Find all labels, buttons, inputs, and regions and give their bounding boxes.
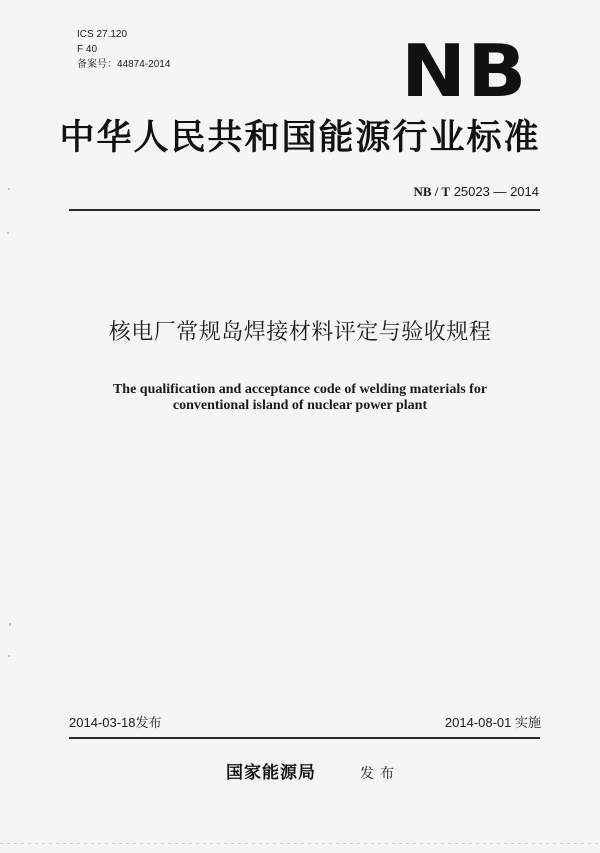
effective-date: 2014-08-01 实施 — [444, 715, 541, 730]
bottom-divider — [69, 737, 540, 739]
document-title-chinese: 核电厂常规岛焊接材料评定与验收规程 — [108, 320, 492, 345]
scan-speck — [7, 232, 9, 234]
standard-code — [413, 184, 539, 200]
scan-speck — [8, 655, 10, 657]
standard-code-number: 25023 — 2014 — [453, 184, 539, 199]
standard-category-title: 中华人民共和国能源行业标准 — [59, 117, 541, 158]
issue-label: 发布 — [360, 766, 400, 782]
issuing-authority: 国家能源局 — [226, 763, 316, 783]
scan-speck — [9, 623, 11, 626]
ccs-code: F 40 — [77, 44, 98, 55]
document-title-english-line-2: conventional island of nuclear power plant — [172, 398, 428, 413]
nb-logo: NB — [401, 29, 528, 113]
scan-speck — [8, 188, 10, 190]
top-divider — [69, 209, 540, 211]
ics-code: ICS 27.120 — [77, 29, 128, 40]
document-title-english-line-1: The qualification and acceptance code of welding materials for — [112, 382, 488, 397]
publish-date: 2014-03-18发布 — [69, 715, 162, 730]
record-number: 备案号：44874-2014 — [77, 59, 171, 70]
scan-edge-noise — [0, 843, 600, 844]
standard-code-prefix: NB / T — [413, 184, 451, 199]
